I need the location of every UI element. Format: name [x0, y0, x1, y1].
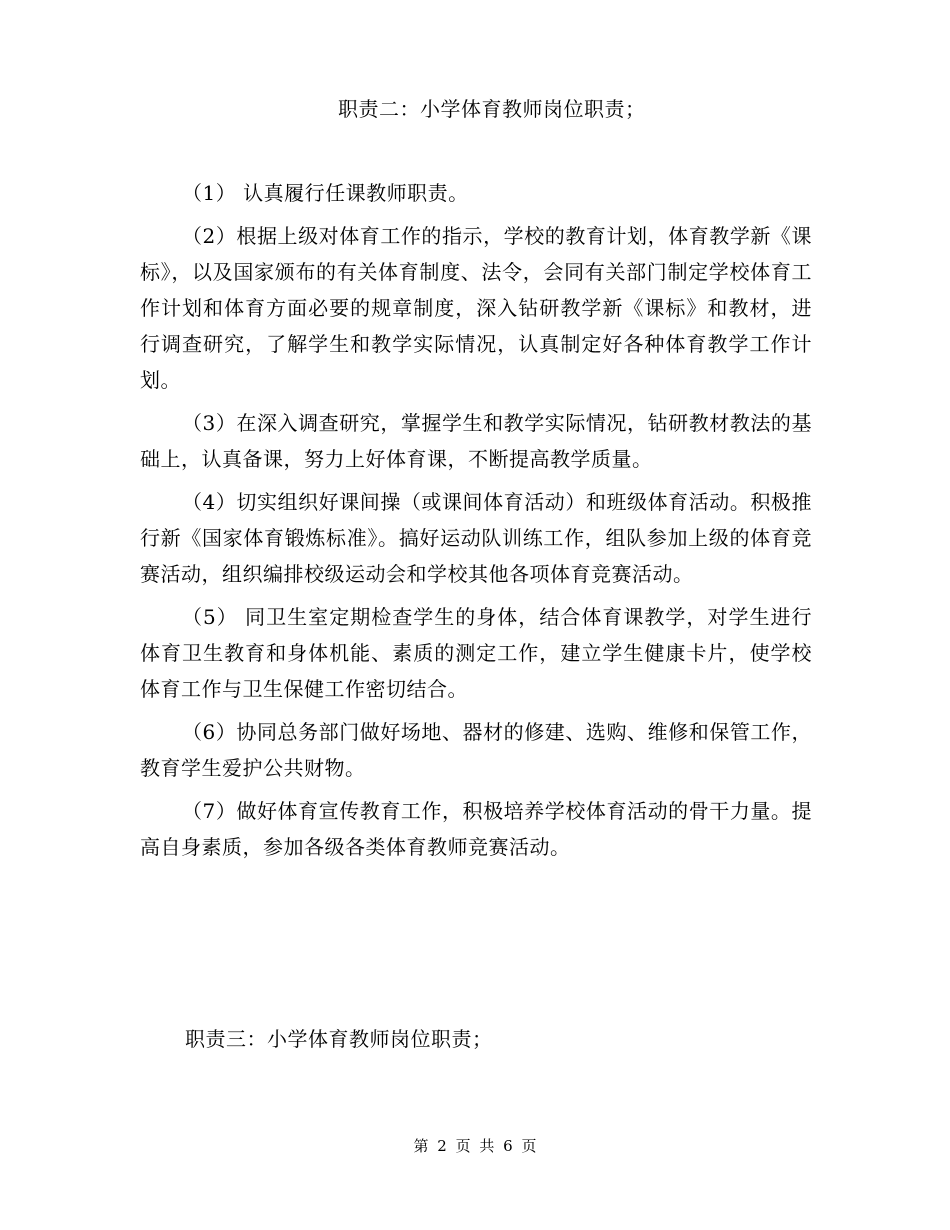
duty-item-3: （3）在深入调查研究，掌握学生和教学实际情况，钻研教材教法的基础上，认真备课，努力上好体育课，不断提高教学质量。: [140, 411, 812, 471]
duty-item-6: （6）协同总务部门做好场地、器材的修建、选购、维修和保管工作，教育学生爱护公共财物。: [140, 720, 812, 780]
duty-item-5: （5） 同卫生室定期检查学生的身体，结合体育课教学，对学生进行体育卫生教育和身体机能、素质的测定工作，建立学生健康卡片，使学校体育工作与卫生保健工作密切结合。: [140, 605, 812, 701]
page-number-footer: 第 2 页 共 6 页: [413, 1137, 537, 1155]
duty-list: [140, 175, 812, 872]
duty-item-2: （2）根据上级对体育工作的指示，学校的教育计划，体育教学新《课标》，以及国家颁布的有关体育制度、法令，会同有关部门制定学校体育工作计划和体育方面必要的规章制度，深入钻研教学新《课标》和教材，进行调查研究，了解学生和教学实际情况，认真制定好各种体育教学工作计划。: [140, 224, 812, 392]
duty-item-7: （7）做好体育宣传教育工作，积极培养学校体育活动的骨干力量。提高自身素质，参加各级各类体育教师竞赛活动。: [140, 799, 812, 859]
duty-item-4: （4）切实组织好课间操（或课间体育活动）和班级体育活动。积极推行新《国家体育锻炼标准》。搞好运动队训练工作，组队参加上级的体育竞赛活动，组织编排校级运动会和学校其他各项体育竞赛活动。: [140, 490, 812, 586]
section-heading-duty-3: 职责三：小学体育教师岗位职责；: [185, 1027, 493, 1051]
section-heading-duty-2: 职责二：小学体育教师岗位职责；: [338, 97, 646, 121]
duty-item-1: （1） 认真履行任课教师职责。: [182, 181, 469, 205]
